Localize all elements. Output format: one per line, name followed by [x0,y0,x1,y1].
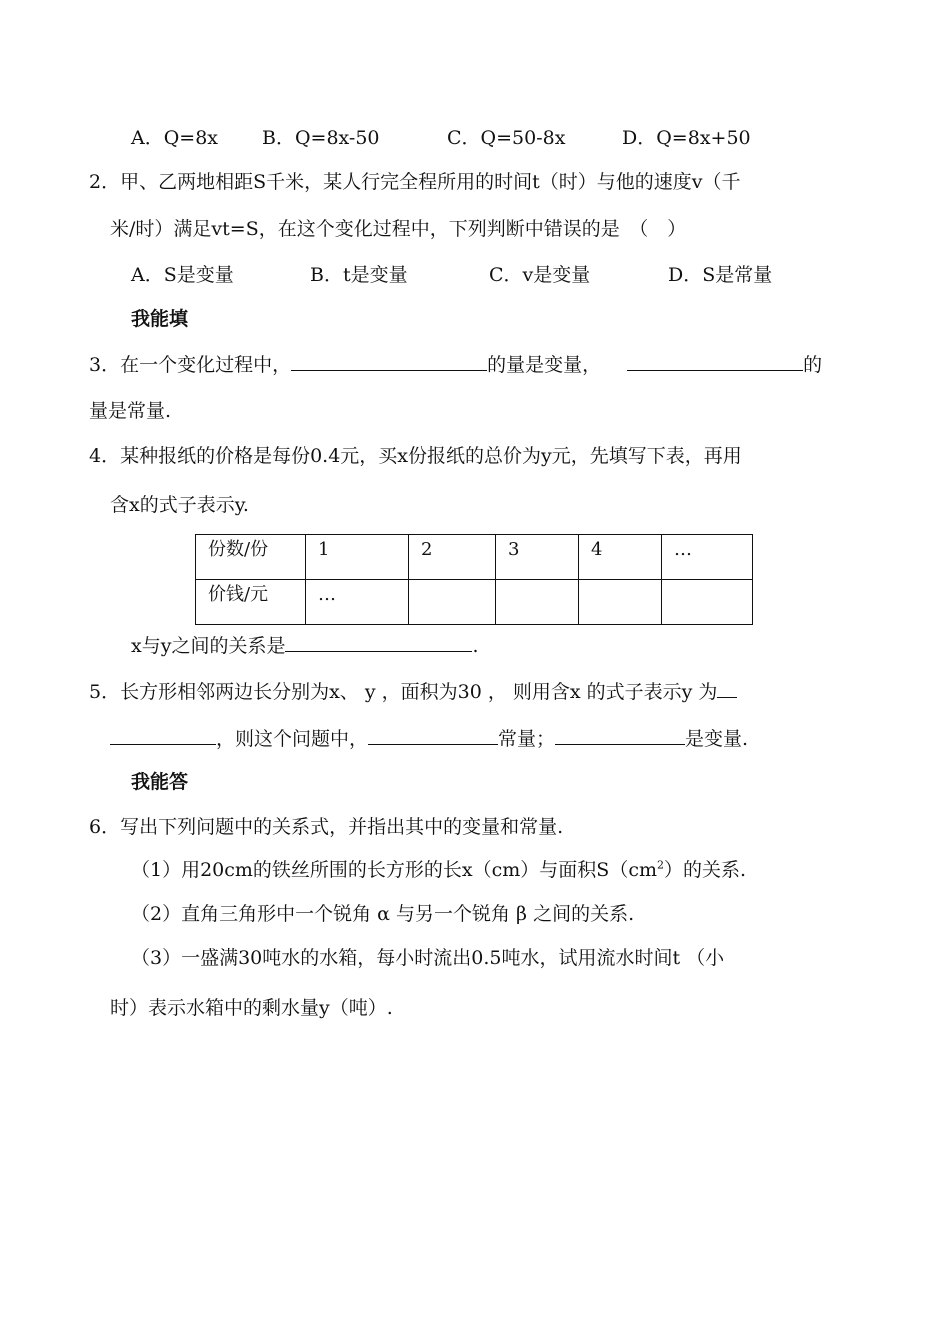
q1-option-d: D．Q=8x+50 [622,127,751,149]
q3-text-part2: 的量是变量， [487,354,602,376]
table-cell: 1 [306,535,409,580]
q6-sub1-before: （1）用20cm的铁丝所围的长方形的长x（cm）与面积S（cm [131,859,657,881]
q5-text-line2 [110,726,748,751]
q4-relation-line [131,633,479,658]
table-cell: 3 [496,535,579,580]
q3-text-part3: 的 [803,354,823,376]
q4-text-line1: 4．某种报纸的价格是每份0.4元，买x份报纸的总价为y元，先填写下表，再用 [89,445,742,467]
q1-option-b: B．Q=8x-50 [262,127,380,149]
q6-sub1 [131,858,746,882]
q3-blank-constant[interactable] [627,352,803,371]
q2-text-line2: 米/时）满足vt=S，在这个变化过程中，下列判断中错误的是 （ ） [110,218,687,240]
table-cell-header-price: 价钱/元 [196,580,306,625]
table-cell: … [662,535,753,580]
table-cell[interactable]: … [306,580,409,625]
section-heading-answer: 我能答 [131,771,189,793]
q6-text-line1: 6．写出下列问题中的关系式，并指出其中的变量和常量. [89,816,564,838]
q6-sub1-superscript: 2 [656,858,664,872]
q5-blank-expression[interactable] [110,726,216,745]
q2-option-a: A．S是变量 [131,264,234,286]
q2-option-b: B．t是变量 [310,264,408,286]
q6-sub1-after: ）的关系. [663,859,747,881]
price-table [195,534,753,625]
q2-text-line1: 2．甲、乙两地相距S千米，某人行完全程所用的时间t（时）与他的速度v（千 [89,171,741,193]
q3-text-line1 [89,352,822,377]
q3-blank-variable[interactable] [291,352,487,371]
q4-relation-suffix: . [472,635,479,657]
q5-blank-constant[interactable] [368,726,498,745]
q3-text-line2: 量是常量. [89,400,172,422]
table-cell-header-count: 份数/份 [196,535,306,580]
table-row [196,580,753,625]
q6-sub3-line1: （3）一盛满30吨水的水箱，每小时流出0.5吨水，试用流水时间t （小 [131,947,725,969]
q5-blank-expression-start[interactable] [717,679,737,698]
table-cell[interactable] [662,580,753,625]
table-cell: 2 [409,535,496,580]
section-heading-fill: 我能填 [131,308,189,330]
table-cell[interactable] [409,580,496,625]
q1-option-c: C．Q=50-8x [447,127,566,149]
q5-text-part1: 5．长方形相邻两边长分别为x、 y ，面积为30 ， 则用含x 的式子表示y 为 [89,681,718,703]
q6-sub3-line2: 时）表示水箱中的剩水量y（吨）. [110,997,393,1019]
table-row [196,535,753,580]
q5-text-part2: ，则这个问题中， [216,728,369,750]
q5-text-line1 [89,679,737,704]
q4-text-line2: 含x的式子表示y. [110,494,249,516]
q5-blank-variable[interactable] [555,726,685,745]
table-cell: 4 [579,535,662,580]
q5-text-part4: 是变量. [685,728,749,750]
q2-option-c: C．v是变量 [489,264,591,286]
table-cell[interactable] [496,580,579,625]
table-cell[interactable] [579,580,662,625]
q4-blank-relation[interactable] [285,633,472,652]
q2-option-d: D．S是常量 [668,264,773,286]
q1-option-a: A．Q=8x [131,127,219,149]
q4-relation-prefix: x与y之间的关系是 [131,635,286,657]
q6-sub2: （2）直角三角形中一个锐角 α 与另一个锐角 β 之间的关系. [131,903,635,925]
q3-text-part1: 3．在一个变化过程中， [89,354,292,376]
q5-text-part3: 常量； [498,728,556,750]
